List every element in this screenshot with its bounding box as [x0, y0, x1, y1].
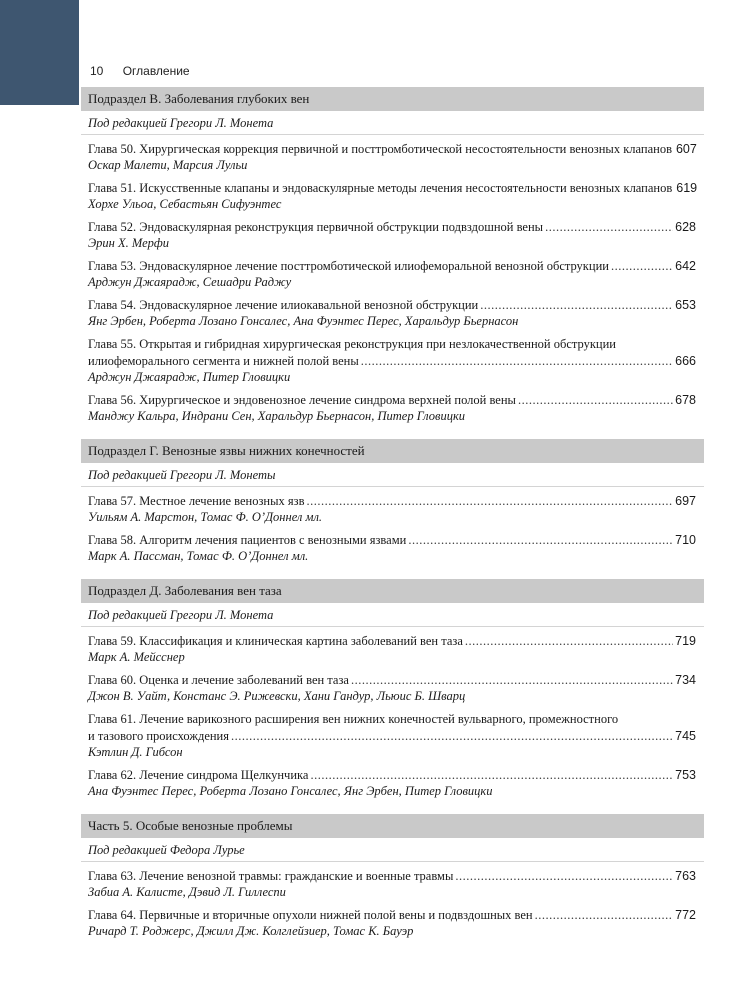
- chapter-title-line: [88, 868, 696, 884]
- chapter-entry[interactable]: [88, 672, 696, 705]
- chapter-title: Глава 52. Эндоваскулярная реконструкция первичной обструкции подвздошной вены: [88, 220, 544, 234]
- dot-leader: [480, 297, 673, 313]
- chapter-title: Глава 62. Лечение синдрома Щелкунчика: [88, 768, 309, 782]
- corner-color-block: [0, 0, 79, 105]
- section-title: Подраздел Г. Венозные язвы нижних конечностей: [81, 439, 704, 463]
- chapter-title-line: [88, 532, 696, 548]
- table-of-contents: [81, 87, 704, 954]
- dot-leader: [455, 868, 673, 884]
- section-title: Подраздел В. Заболевания глубоких вен: [81, 87, 704, 111]
- chapter-entry[interactable]: [88, 297, 696, 330]
- chapter-entry[interactable]: [88, 392, 696, 425]
- page-number: 10: [90, 64, 104, 78]
- chapter-page-number: 763: [675, 869, 696, 883]
- chapter-page-number: 772: [675, 908, 696, 922]
- chapter-authors: Уильям А. Марстон, Томас Ф. О’Доннел мл.: [88, 510, 323, 524]
- chapter-entry[interactable]: [88, 493, 696, 526]
- chapter-authors: Забиа А. Калисте, Дэвид Л. Гиллеспи: [88, 885, 286, 899]
- chapter-title: Глава 51. Искусственные клапаны и эндоваскулярные методы лечения несостоятельности венозных клапанов: [88, 181, 673, 195]
- chapter-authors: Манджу Кальра, Индрани Сен, Харальдур Бьернасон, Питер Гловицки: [88, 409, 466, 423]
- chapter-page-number: 653: [675, 298, 696, 312]
- chapter-title-line: [88, 493, 696, 509]
- section-title: Часть 5. Особые венозные проблемы: [81, 814, 704, 838]
- dot-leader: [307, 493, 674, 509]
- chapter-entry[interactable]: [88, 633, 696, 666]
- chapter-authors: Марк А. Мейсснер: [88, 650, 185, 664]
- chapter-list: [81, 135, 704, 425]
- toc-section: [81, 814, 704, 940]
- chapter-entry[interactable]: [88, 868, 696, 901]
- chapter-page-number: 697: [675, 494, 696, 508]
- chapter-title-line: [88, 767, 696, 783]
- dot-leader: [465, 633, 673, 649]
- chapter-entry[interactable]: [88, 711, 696, 761]
- chapter-title-line1: Глава 55. Открытая и гибридная хирургическая реконструкция при незлокачественной обструкции: [88, 337, 616, 351]
- chapter-title-line: [88, 392, 696, 408]
- chapter-title-line1: Глава 61. Лечение варикозного расширения вен нижних конечностей вульварного, промежностного: [88, 712, 619, 726]
- chapter-authors: Кэтлин Д. Гибсон: [88, 745, 183, 759]
- chapter-page-number: 734: [675, 673, 696, 687]
- chapter-title: Глава 63. Лечение венозной травмы: гражданские и военные травмы: [88, 869, 454, 883]
- chapter-title: Глава 60. Оценка и лечение заболеваний вен таза: [88, 673, 349, 687]
- chapter-authors: Ричард Т. Роджерс, Джилл Дж. Колглейзиер, Томас К. Бауэр: [88, 924, 414, 938]
- chapter-title: Глава 50. Хирургическая коррекция первичной и посттромботической несостоятельности венозных клапанов: [88, 142, 672, 156]
- chapter-entry[interactable]: [88, 532, 696, 565]
- running-head: [90, 64, 190, 78]
- section-editor: Под редакцией Федора Лурье: [81, 838, 704, 862]
- chapter-authors: Арджун Джаярадж, Питер Гловицки: [88, 370, 291, 384]
- toc-section: [81, 439, 704, 565]
- chapter-title-line: [88, 907, 696, 923]
- chapter-title: Глава 53. Эндоваскулярное лечение посттромботической илиофеморальной венозной обструкции: [88, 259, 609, 273]
- chapter-title: илиофеморального сегмента и нижней полой вены: [88, 354, 359, 368]
- chapter-authors: Оскар Малети, Марсия Лульи: [88, 158, 248, 172]
- chapter-authors: Хорхе Ульоа, Себастьян Сифуэнтес: [88, 197, 282, 211]
- chapter-entry[interactable]: [88, 258, 696, 291]
- chapter-title: и тазового происхождения: [88, 729, 229, 743]
- chapter-entry[interactable]: [88, 767, 696, 800]
- chapter-list: [81, 487, 704, 565]
- chapter-title-line: [88, 633, 696, 649]
- chapter-authors: Арджун Джаярадж, Сешадри Раджу: [88, 275, 292, 289]
- chapter-title: Глава 59. Классификация и клиническая картина заболеваний вен таза: [88, 634, 463, 648]
- chapter-title-line: [88, 258, 696, 274]
- chapter-title-line: [88, 353, 696, 369]
- chapter-authors: Эрин Х. Мерфи: [88, 236, 170, 250]
- chapter-page-number: 753: [675, 768, 696, 782]
- chapter-title-line: [88, 297, 696, 313]
- chapter-authors: Янг Эрбен, Роберта Лозано Гонсалес, Ана Фуэнтес Перес, Харальдур Бьернасон: [88, 314, 519, 328]
- chapter-authors: Ана Фуэнтес Перес, Роберта Лозано Гонсалес, Янг Эрбен, Питер Гловицки: [88, 784, 493, 798]
- chapter-title-line: [88, 219, 696, 235]
- dot-leader: [535, 907, 674, 923]
- chapter-title: Глава 54. Эндоваскулярное лечение илиокавальной венозной обструкции: [88, 298, 479, 312]
- section-editor: Под редакцией Грегори Л. Монета: [81, 111, 704, 135]
- chapter-title-line: [88, 672, 696, 688]
- chapter-page-number: 719: [675, 634, 696, 648]
- chapter-list: [81, 862, 704, 940]
- chapter-title: Глава 58. Алгоритм лечения пациентов с венозными язвами: [88, 533, 407, 547]
- chapter-title: Глава 64. Первичные и вторичные опухоли нижней полой вены и подвздошных вен: [88, 908, 533, 922]
- dot-leader: [611, 258, 673, 274]
- dot-leader: [361, 353, 673, 369]
- chapter-entry[interactable]: [88, 180, 696, 213]
- dot-leader: [408, 532, 673, 548]
- chapter-list: [81, 627, 704, 800]
- running-title: Оглавление: [122, 64, 190, 78]
- dot-leader: [231, 728, 673, 744]
- chapter-title-line: [88, 180, 696, 196]
- chapter-page-number: 607: [675, 142, 697, 156]
- dot-leader: [351, 672, 673, 688]
- dot-leader: [310, 767, 673, 783]
- chapter-entry[interactable]: [88, 907, 696, 940]
- chapter-page-number: 745: [675, 729, 696, 743]
- chapter-title: Глава 56. Хирургическое и эндовенозное лечение синдрома верхней полой вены: [88, 393, 516, 407]
- chapter-page-number: 619: [676, 181, 698, 195]
- chapter-title-line: [88, 728, 696, 744]
- dot-leader: [545, 219, 673, 235]
- chapter-authors: Джон В. Уайт, Констанс Э. Рижевски, Хани Гандур, Льюис Б. Шварц: [88, 689, 466, 703]
- dot-leader: [518, 392, 673, 408]
- chapter-page-number: 678: [675, 393, 696, 407]
- chapter-page-number: 628: [675, 220, 696, 234]
- chapter-entry[interactable]: [88, 336, 696, 386]
- chapter-title-line: [88, 141, 696, 157]
- section-title: Подраздел Д. Заболевания вен таза: [81, 579, 704, 603]
- chapter-authors: Марк А. Пассман, Томас Ф. О’Доннел мл.: [88, 549, 309, 563]
- chapter-entry[interactable]: [88, 219, 696, 252]
- section-editor: Под редакцией Грегори Л. Монета: [81, 603, 704, 627]
- toc-section: [81, 579, 704, 800]
- section-editor: Под редакцией Грегори Л. Монеты: [81, 463, 704, 487]
- chapter-page-number: 666: [675, 354, 696, 368]
- chapter-title: Глава 57. Местное лечение венозных язв: [88, 494, 305, 508]
- chapter-page-number: 642: [675, 259, 696, 273]
- chapter-page-number: 710: [675, 533, 696, 547]
- chapter-entry[interactable]: [88, 141, 696, 174]
- toc-section: [81, 87, 704, 425]
